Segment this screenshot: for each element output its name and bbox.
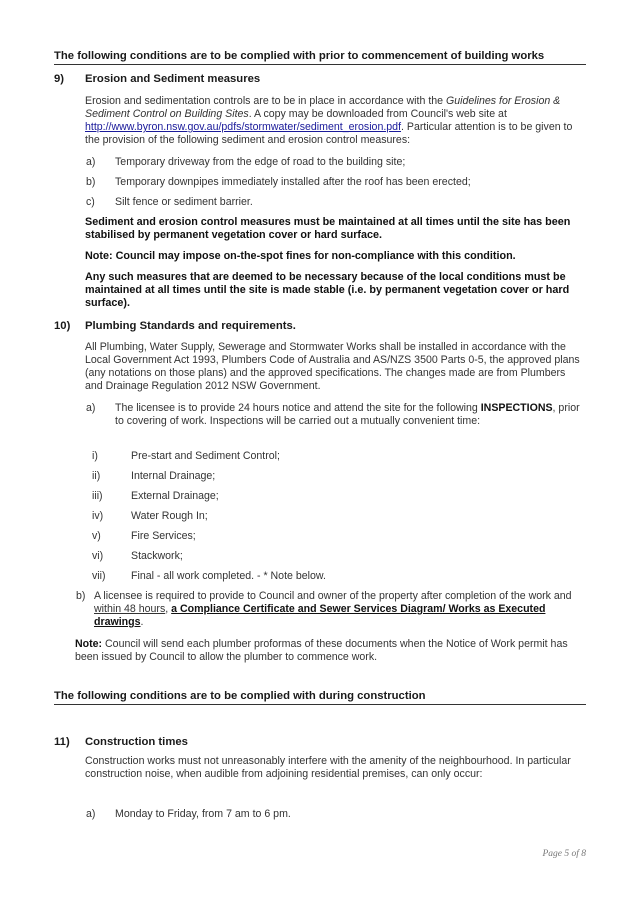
list-item-text: Monday to Friday, from 7 am to 6 pm. xyxy=(115,808,291,820)
list-item-label: a) xyxy=(86,156,96,168)
sub-item-label: i) xyxy=(92,450,98,462)
note-label: Note: xyxy=(75,638,103,650)
item-text: The licensee is to provide 24 hours notice and attend the site for the following xyxy=(115,402,481,414)
condition-paragraph: Construction works must not unreasonably interfere with the amenity of the neighbourhood. In particular construction noise, when audible from adjoining residential premises, can only occur: xyxy=(85,755,571,780)
condition-paragraph xyxy=(85,95,585,147)
sub-item-text: Final - all work completed. - * Note below. xyxy=(131,570,326,582)
sub-item-label: ii) xyxy=(92,470,101,482)
condition-title: Plumbing Standards and requirements. xyxy=(85,320,296,332)
sub-item-label: vi) xyxy=(92,550,104,562)
list-item-label: c) xyxy=(86,196,95,208)
bold-requirement: Sediment and erosion control measures must be maintained at all times until the site has been stabilised by permanent vegetation cover or hard surface. xyxy=(85,216,571,241)
inspections-emphasis: INSPECTIONS xyxy=(480,402,553,414)
certificate-emphasis: a Compliance Certificate and Sewer Services Diagram/ Works as Executed drawings xyxy=(94,603,546,628)
list-item-text: Silt fence or sediment barrier. xyxy=(115,196,253,208)
list-item-label: a) xyxy=(86,402,96,414)
condition-title: Construction times xyxy=(85,736,188,748)
section-heading-prior-commencement: The following conditions are to be complied with prior to commencement of building works xyxy=(54,50,586,65)
list-item-text xyxy=(94,590,584,629)
sub-item-label: iv) xyxy=(92,510,104,522)
sub-item-text: Pre-start and Sediment Control; xyxy=(131,450,280,462)
guidelines-title: Guidelines for Erosion & Sediment Control on Building Sites xyxy=(85,95,561,120)
sub-item-text: Internal Drainage; xyxy=(131,470,216,482)
deadline-emphasis: within 48 hours xyxy=(94,603,166,615)
list-item-label: b) xyxy=(86,176,96,188)
sub-item-label: iii) xyxy=(92,490,103,502)
item-text: , prior to covering of work. Inspections will be carried out a mutually convenient time: xyxy=(115,402,580,427)
sub-item-label: vii) xyxy=(92,570,106,582)
list-item-label: a) xyxy=(86,808,96,820)
condition-paragraph: All Plumbing, Water Supply, Sewerage and Stormwater Works shall be installed in accordance with the Local Government Act 1993, Plumbers Code of Australia and AS/NZS 3500 Parts 0-5, the approved plans (any notations on those plans) and the approved specifications. The changes made are from Plumbers and Drainage Regulation 2012 NSW Government. xyxy=(85,341,580,392)
item-text: . xyxy=(140,616,144,628)
paragraph-text: Erosion and sedimentation controls are to be in place in accordance with the xyxy=(85,95,446,107)
list-item-text: Temporary downpipes immediately installed after the roof has been erected; xyxy=(115,176,471,188)
note-text: Council will send each plumber proformas of these documents when the Notice of Work permit has been issued by Council to allow the plumber to commence work. xyxy=(75,638,568,663)
item-text: A licensee is required to provide to Council and owner of the property after completion of the work and xyxy=(94,590,572,602)
sediment-erosion-link[interactable]: http://www.byron.nsw.gov.au/pdfs/stormwater/sediment_erosion.pdf xyxy=(85,121,402,133)
condition-number: 10) xyxy=(54,320,71,332)
sub-item-text: Water Rough In; xyxy=(131,510,208,522)
bold-requirement: Any such measures that are deemed to be necessary because of the local conditions must be maintained at all times until the site is made stable (i.e. by permanent vegetation cover or hard surface). xyxy=(85,271,570,309)
condition-number: 9) xyxy=(54,73,65,85)
sub-item-label: v) xyxy=(92,530,101,542)
section-heading-during-construction: The following conditions are to be complied with during construction xyxy=(54,690,586,705)
paragraph-text: . A copy may be downloaded from Council's web site at xyxy=(248,108,507,120)
condition-number: 11) xyxy=(54,736,70,748)
paragraph-text: . Particular attention is to be given to the provision of the following sediment and erosion control measures: xyxy=(85,121,573,146)
bold-note: Note: Council may impose on-the-spot fines for non-compliance with this condition. xyxy=(85,250,516,262)
page-number: Page 5 of 8 xyxy=(542,849,586,859)
condition-title: Erosion and Sediment measures xyxy=(85,73,261,85)
sub-item-text: Stackwork; xyxy=(131,550,183,562)
list-item-label: b) xyxy=(76,590,86,602)
plumber-note xyxy=(75,638,585,664)
sub-item-text: Fire Services; xyxy=(131,530,196,542)
item-text: , xyxy=(165,603,172,615)
list-item-text xyxy=(115,402,585,428)
list-item-text: Temporary driveway from the edge of road to the building site; xyxy=(115,156,406,168)
sub-item-text: External Drainage; xyxy=(131,490,219,502)
